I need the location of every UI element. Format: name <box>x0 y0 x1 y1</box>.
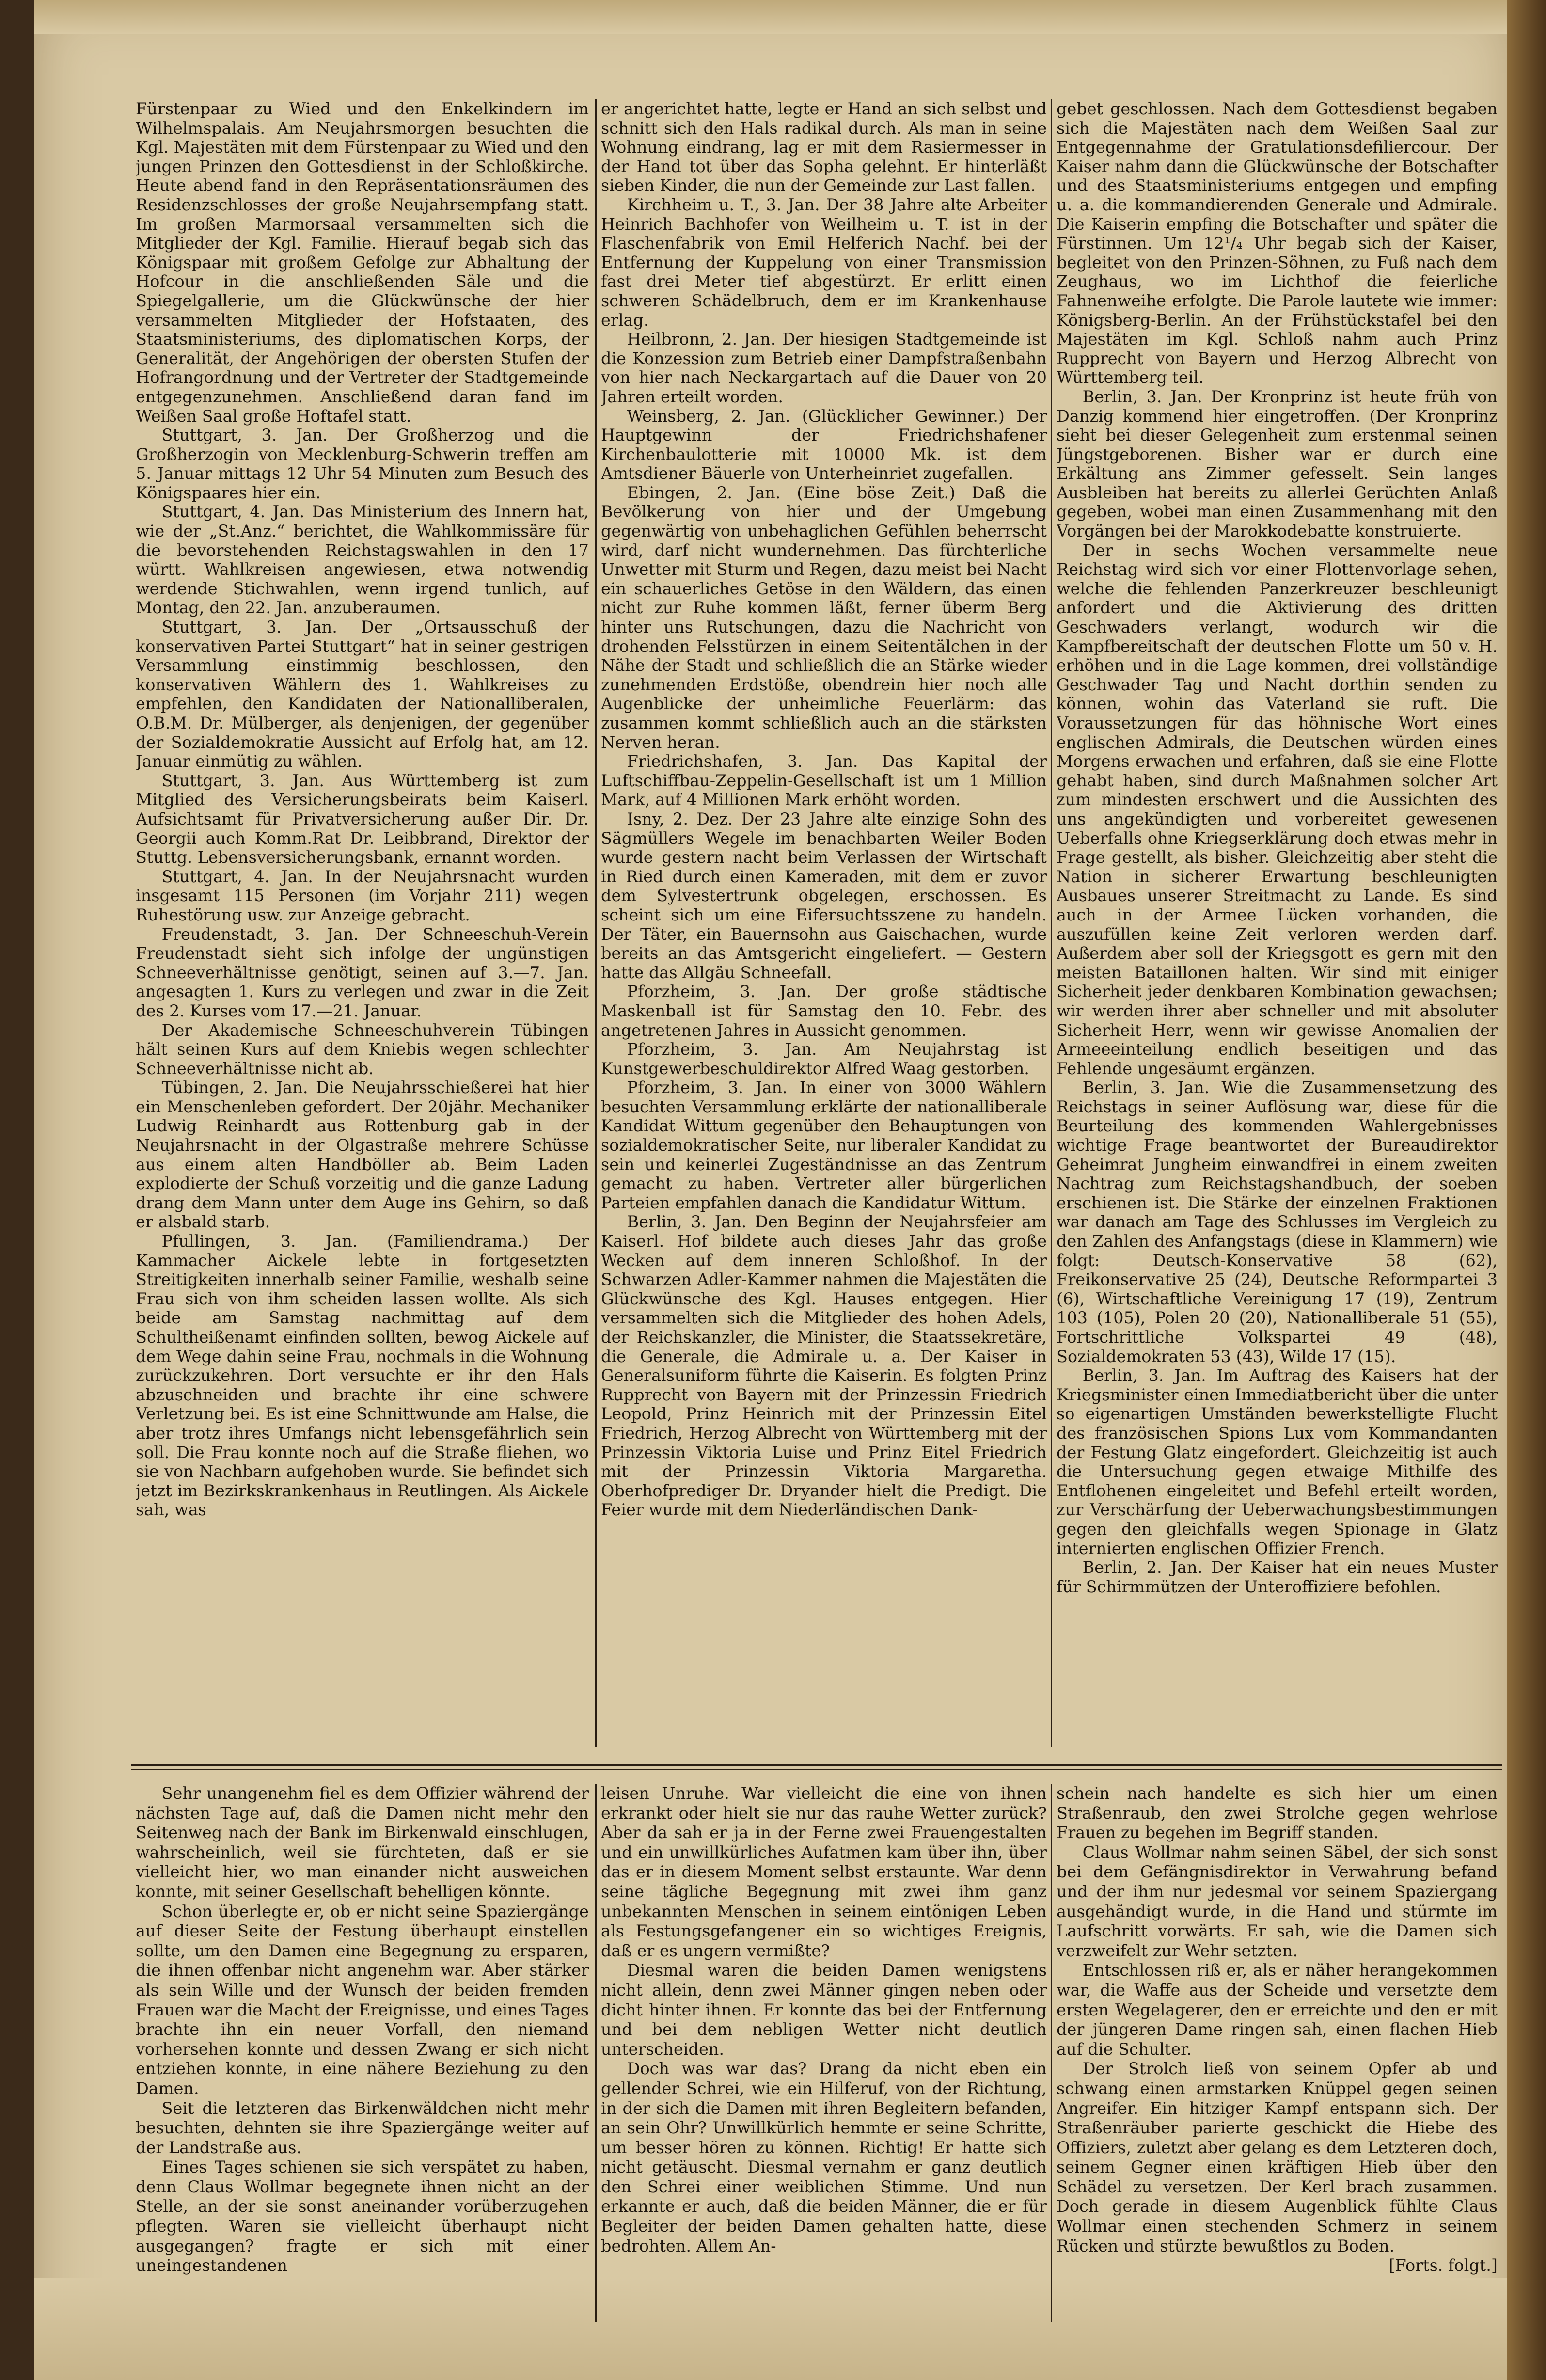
story-paragraph: Eines Tages schienen sie sich verspätet zu haben, denn Claus Wollmar begegnete ihnen nicht an der Stelle, an der sie sonst aneinander vorüberzugehen pflegten. Waren sie vielleicht überhaupt nicht ausgegangen? fragte er sich mit einer uneingestandenen <box>136 2158 589 2275</box>
news-paragraph: Stuttgart, 3. Jan. Aus Württemberg ist zum Mitglied des Versicherungsbeirats beim Kaiserl. Aufsichtsamt für Privatversicherung außer Dir. Dr. Georgii auch Komm.Rat Dr. Leibbrand, Direktor der Stuttg. Lebensversicherungsbank, ernannt worden. <box>136 771 589 867</box>
feuilleton-divider <box>131 1764 1502 1766</box>
news-paragraph: Berlin, 3. Jan. Im Auftrag des Kaisers hat der Kriegsminister einen Immediatbericht über die unter so eigenartigen Umständen bewerkstelligte Flucht des französischen Spions Lux vom Kommandanten der Festung Glatz eingefordert. Gleichzeitig ist auch die Untersuchung gegen etwaige Mithilfe des Entflohenen eingeleitet und Befehl erteilt worden, zur Verschärfung der Ueberwachungsbestimmungen gegen den gleichfalls wegen Spionage in Glatz internierten englischen Offizier French. <box>1057 1366 1498 1558</box>
news-paragraph: Weinsberg, 2. Jan. (Glücklicher Gewinner.) Der Hauptgewinn der Friedrichshafener Kirchenbaulotterie mit 10000 Mk. ist dem Amtsdiener Bäuerle von Unterheinriet zugefallen. <box>601 406 1047 483</box>
news-paragraph: Berlin, 2. Jan. Der Kaiser hat ein neues Muster für Schirmmützen der Unteroffiziere befohlen. <box>1057 1558 1498 1596</box>
news-column-1 <box>136 99 589 1747</box>
news-column-2 <box>601 99 1047 1747</box>
news-paragraph: Friedrichshafen, 3. Jan. Das Kapital der Luftschiffbau-Zeppelin-Gesellschaft ist um 1 Million Mark, auf 4 Millionen Mark erhöht worden. <box>601 752 1047 809</box>
feuilleton-column-2 <box>601 1784 1047 2327</box>
continuation-note: [Forts. folgt.] <box>1388 2256 1498 2275</box>
news-paragraph: Pforzheim, 3. Jan. Am Neujahrstag ist Kunstgewerbeschuldirektor Alfred Waag gestorben. <box>601 1040 1047 1078</box>
column-divider <box>595 1784 597 2322</box>
story-paragraph: Doch was war das? Drang da nicht eben ein gellender Schrei, wie ein Hilferuf, von der Richtung, in der sich die Damen mit ihren Begleitern befanden, an sein Ohr? Unwillkürlich hemmte er seine Schritte, um besser hören zu können. Richtig! Er hatte sich nicht getäuscht. Diesmal vernahm er ganz deutlich den Schrei einer weiblichen Stimme. Und nun erkannte er auch, daß die beiden Männer, die er für Begleiter der beiden Damen gehalten hatte, diese bedrohten. Allem An- <box>601 2059 1047 2255</box>
page-right-edge <box>1507 0 1546 2380</box>
story-paragraph: Claus Wollmar nahm seinen Säbel, der sich sonst bei dem Gefängnisdirektor in Verwahrung befand und der ihm nur jedesmal vor seinem Spaziergang ausgehändigt wurde, in die Hand und stürmte im Laufschritt vorwärts. Er sah, wie die Damen sich verzweifelt zur Wehr setzten. <box>1057 1842 1498 1960</box>
news-paragraph: Stuttgart, 3. Jan. Der Großherzog und die Großherzogin von Mecklenburg-Schwerin treffen am 5. Januar mittags 12 Uhr 54 Minuten zum Besuch des Königspaares hier ein. <box>136 426 589 502</box>
story-paragraph: leisen Unruhe. War vielleicht die eine von ihnen erkrankt oder hielt sie nur das rauhe Wetter zurück? Aber da sah er ja in der Ferne zwei Frauengestalten und ein unwillkürliches Aufatmen kam über ihn, über das er in diesem Moment selbst erstaunte. War denn seine tägliche Begegnung mit zwei ihm ganz unbekannten Menschen in seinem eintönigen Leben als Festungsgefangener ein so wichtiges Ereignis, daß er es ungern vermißte? <box>601 1784 1047 1960</box>
page-top-edge <box>34 0 1517 34</box>
news-column-3 <box>1057 99 1498 1747</box>
column-divider <box>1051 99 1052 1747</box>
news-paragraph: Pforzheim, 3. Jan. Der große städtische Maskenball ist für Samstag den 10. Febr. des angetretenen Jahres in Aussicht genommen. <box>601 982 1047 1040</box>
news-paragraph: Stuttgart, 4. Jan. In der Neujahrsnacht wurden insgesamt 115 Personen (im Vorjahr 211) wegen Ruhestörung usw. zur Anzeige gebracht. <box>136 867 589 924</box>
news-paragraph: Isny, 2. Dez. Der 23 Jahre alte einzige Sohn des Sägmüllers Wegele im benachbarten Weiler Boden wurde gestern nacht beim Verlassen der Wirtschaft in Ried durch einen Kameraden, mit dem er zuvor dem Sylvestertrunk obgelegen, erschossen. Es scheint sich um eine Eifersuchtsszene zu handeln. Der Täter, ein Bauernsohn aus Gaischachen, wurde bereits an das Amtsgericht eingeliefert. — Gestern hatte das Allgäu Schneefall. <box>601 809 1047 982</box>
news-paragraph: Freudenstadt, 3. Jan. Der Schneeschuh-Verein Freudenstadt sieht sich infolge der ungünstigen Schneeverhältnisse genötigt, seinen auf 3.—7. Jan. angesagten 1. Kurs zu verlegen und zwar in die Zeit des 2. Kurses vom 17.—21. Januar. <box>136 924 589 1020</box>
news-paragraph: Kirchheim u. T., 3. Jan. Der 38 Jahre alte Arbeiter Heinrich Bachhofer von Weilheim u. T. ist in der Flaschenfabrik von Emil Helferich Nachf. bei der Entfernung der Kuppelung von einer Transmission fast drei Meter tief abgestürzt. Er erlitt einen schweren Schädelbruch, dem er im Krankenhause erlag. <box>601 195 1047 330</box>
news-paragraph: Ebingen, 2. Jan. (Eine böse Zeit.) Daß die Bevölkerung von hier und der Umgebung gegenwärtig von unbehaglichen Gefühlen beherrscht wird, darf nicht wundernehmen. Das fürchterliche Unwetter mit Sturm und Regen, dazu meist bei Nacht ein schauerliches Getöse in den Wäldern, das einen nicht zur Ruhe kommen läßt, ferner überm Berg hinter uns Rutschungen, dazu die Nachricht von drohenden Felsstürzen in einem Seitentälchen in der Nähe der Stadt und schließlich die an Stärke wieder zunehmenden Erdstöße, obendrein hier noch alle Augenblicke der unheimliche Feuerlärm: das zusammen kommt schließlich auch an die stärksten Nerven heran. <box>601 483 1047 752</box>
story-paragraph: Diesmal waren die beiden Damen wenigstens nicht allein, denn zwei Männer gingen neben oder dicht hinter ihnen. Er konnte das bei der Entfernung und bei dem nebligen Wetter nicht deutlich unterscheiden. <box>601 1961 1047 2059</box>
column-divider <box>595 99 597 1747</box>
story-paragraph: schein nach handelte es sich hier um einen Straßenraub, den zwei Strolche gegen wehrlose Frauen zu begehen im Begriff standen. <box>1057 1784 1498 1842</box>
news-paragraph: gebet geschlossen. Nach dem Gottesdienst begaben sich die Majestäten nach dem Weißen Saal zur Entgegennahme der Gratulationsdefiliercour. Der Kaiser nahm dann die Glückwünsche der Botschafter und des Staatsministeriums entgegen und empfing u. a. die kommandierenden Generale und Admirale. Die Kaiserin empfing die Botschafter und später die Fürstinnen. Um 12¹/₄ Uhr begab sich der Kaiser, begleitet von den Prinzen-Söhnen, zu Fuß nach dem Zeughaus, wo im Lichthof die feierliche Fahnenweihe erfolgte. Die Parole lautete wie immer: Königsberg-Berlin. An der Frühstückstafel bei den Majestäten im Kgl. Schloß nahm auch Prinz Rupprecht von Bayern und Herzog Albrecht von Württemberg teil. <box>1057 99 1498 387</box>
news-paragraph: Der in sechs Wochen versammelte neue Reichstag wird sich vor einer Flottenvorlage sehen, welche die fehlenden Panzerkreuzer beschleunigt anfordert und die Aktivierung des dritten Geschwaders verlangt, wodurch wir die Kampfbereitschaft der deutschen Flotte um 50 v. H. erhöhen und in die Lage kommen, drei vollständige Geschwader Tag und Nacht dorthin senden zu können, wohin das Vaterland sie ruft. Die Voraussetzungen für das höhnische Wort eines englischen Admirals, die Deutschen würden eines Morgens erwachen und erfahren, daß sie eine Flotte gehabt haben, sind durch Maßnahmen solcher Art zum mindesten erschwert und die Aussichten des uns angekündigten und vorbereitet gewesenen Ueberfalls ohne Kriegserklärung doch etwas mehr in Frage gestellt, als bisher. Gleichzeitig aber steht die Nation in sicherer Erwartung beschleunigten Ausbaues unserer Streitmacht zu Lande. Es sind auch in der Armee Lücken vorhanden, die auszufüllen keine Zeit verloren werden darf. Außerdem aber soll der Kriegsgott es gern mit den meisten Bataillonen halten. Wir sind mit einiger Sicherheit jeder denkbaren Kombination gewachsen; wir werden ihrer aber schneller und mit absoluter Sicherheit Herr, wenn wir gewisse Anomalien der Armeeeinteilung endlich beseitigen und das Fehlende ungesäumt ergänzen. <box>1057 540 1498 1078</box>
news-paragraph: Heilbronn, 2. Jan. Der hiesigen Stadtgemeinde ist die Konzession zum Betrieb einer Dampfstraßenbahn von hier nach Neckargartach auf die Dauer von 20 Jahren erteilt worden. <box>601 330 1047 406</box>
news-paragraph: Pfullingen, 3. Jan. (Familiendrama.) Der Kammacher Aickele lebte in fortgesetzten Streitigkeiten innerhalb seiner Familie, weshalb seine Frau sich von ihm scheiden lassen wollte. Als sich beide am Samstag nachmittag auf dem Schultheißenamt einfinden sollten, bewog Aickele auf dem Wege dahin seine Frau, nochmals in die Wohnung zurückzukehren. Dort versuchte er ihr den Hals abzuschneiden und brachte ihr eine schwere Verletzung bei. Es ist eine Schnittwunde am Halse, die aber trotz ihres Umfangs nicht lebensgefährlich sein soll. Die Frau konnte noch auf die Straße fliehen, wo sie von Nachbarn aufgehoben wurde. Sie befindet sich jetzt im Bezirkskrankenhaus in Reutlingen. Als Aickele sah, was <box>136 1232 589 1520</box>
story-paragraph: Der Strolch ließ von seinem Opfer ab und schwang einen armstarken Knüppel gegen seinen Angreifer. Ein hitziger Kampf entspann sich. Der Straßenräuber parierte geschickt die Hiebe des Offiziers, zuletzt aber gelang es dem Letzteren doch, seinem Gegner einen kräftigen Hieb über den Schädel zu versetzen. Der Kerl brach zusammen. Doch gerade in diesem Augenblick fühlte Claus Wollmar einen stechenden Schmerz in seinem Rücken und stürzte bewußtlos zu Boden. <box>1057 2059 1498 2255</box>
news-paragraph: Tübingen, 2. Jan. Die Neujahrsschießerei hat hier ein Menschenleben gefordert. Der 20jähr. Mechaniker Ludwig Reinhardt aus Rottenburg gab in der Neujahrsnacht in der Olgastraße mehrere Schüsse aus einem alten Handböller ab. Beim Laden explodierte der Schuß vorzeitig und die ganze Ladung drang dem Mann unter dem Auge ins Gehirn, so daß er alsbald starb. <box>136 1078 589 1232</box>
feuilleton-column-1 <box>136 1784 589 2327</box>
feuilleton-divider-thin <box>131 1769 1502 1770</box>
story-paragraph: Seit die letzteren das Birkenwäldchen nicht mehr besuchten, dehnten sie ihre Spaziergänge weiter auf der Landstraße aus. <box>136 2098 589 2157</box>
news-paragraph: Fürstenpaar zu Wied und den Enkelkindern im Wilhelmspalais. Am Neujahrsmorgen besuchten die Kgl. Majestäten mit dem Fürstenpaar zu Wied und den jungen Prinzen den Gottesdienst in der Schloßkirche. Heute abend fand in den Repräsentationsräumen des Residenzschlosses der große Neujahrsempfang statt. Im großen Marmorsaal versammelten sich die Mitglieder der Kgl. Familie. Hierauf begab sich das Königspaar mit großem Gefolge zur Abhaltung der Hofcour in die anschließenden Säle und die Spiegelgallerie, um die Glückwünsche der hier versammelten Mitglieder der Hofstaaten, des Staatsministeriums, des diplomatischen Korps, der Generalität, der Angehörigen der obersten Stufen der Hofrangordnung und der Vertreter der Stadtgemeinde entgegenzunehmen. Anschließend daran fand im Weißen Saal große Hoftafel statt. <box>136 99 589 426</box>
story-paragraph: Schon überlegte er, ob er nicht seine Spaziergänge auf dieser Seite der Festung überhaupt einstellen sollte, um den Damen eine Begegnung zu ersparen, die ihnen offenbar nicht angenehm war. Aber stärker als sein Wille und der Wunsch der beiden fremden Frauen war die Macht der Ereignisse, und eines Tages brachte ihn ein neuer Vorfall, den niemand vorhersehen konnte und dessen Zwang er sich nicht entziehen konnte, in eine nähere Beziehung zu den Damen. <box>136 1902 589 2098</box>
news-paragraph: Berlin, 3. Jan. Der Kronprinz ist heute früh von Danzig kommend hier eingetroffen. (Der Kronprinz sieht bei dieser Gelegenheit zum erstenmal seinen Jüngstgeborenen. Bisher war er durch eine Erkältung ans Zimmer gefesselt. Sein langes Ausbleiben hat bereits zu allerlei Gerüchten Anlaß gegeben, wobei man einen Zusammenhang mit den Vorgängen bei der Marokkodebatte konstruierte. <box>1057 387 1498 541</box>
news-paragraph: Pforzheim, 3. Jan. In einer von 3000 Wählern besuchten Versammlung erklärte der nationalliberale Kandidat Wittum gegenüber den Behauptungen von sozialdemokratischer Seite, nur liberaler Kandidat zu sein und keinerlei Zugeständnisse an das Zentrum gemacht zu haben. Vertreter aller bürgerlichen Parteien empfahlen danach die Kandidatur Wittum. <box>601 1078 1047 1212</box>
news-paragraph: Stuttgart, 3. Jan. Der „Ortsausschuß der konservativen Partei Stuttgart“ hat in seiner gestrigen Versammlung einstimmig beschlossen, den konservativen Wählern des 1. Wahlkreises zu empfehlen, den Kandidaten der Nationalliberalen, O.B.M. Dr. Mülberger, als denjenigen, der gegenüber der Sozialdemokratie Aussicht auf Erfolg hat, am 12. Januar einmütig zu wählen. <box>136 618 589 771</box>
column-divider <box>1051 1784 1052 2322</box>
news-paragraph: Der Akademische Schneeschuhverein Tübingen hält seinen Kurs auf dem Kniebis wegen schlechter Schneeverhältnisse nicht ab. <box>136 1020 589 1078</box>
story-paragraph: Entschlossen riß er, als er näher herangekommen war, die Waffe aus der Scheide und versetzte dem ersten Wegelagerer, den er erreichte und den er mit der jüngeren Dame ringen sah, einen flachen Hieb auf die Schulter. <box>1057 1961 1498 2059</box>
feuilleton-column-3 <box>1057 1784 1498 2327</box>
news-paragraph: Berlin, 3. Jan. Den Beginn der Neujahrsfeier am Kaiserl. Hof bildete auch dieses Jahr das große Wecken auf dem inneren Schloßhof. In der Schwarzen Adler-Kammer nahmen die Majestäten die Glückwünsche des Kgl. Hauses entgegen. Hier versammelten sich die Mitglieder des hohen Adels, der Reichskanzler, die Minister, die Staatssekretäre, die Generale, die Admirale u. a. Der Kaiser in Generalsuniform führte die Kaiserin. Es folgten Prinz Rupprecht von Bayern mit der Prinzessin Friedrich Leopold, Prinz Heinrich mit der Prinzessin Eitel Friedrich, Herzog Albrecht von Württemberg mit der Prinzessin Viktoria Luise und Prinz Eitel Friedrich mit der Prinzessin Viktoria Margaretha. Oberhofprediger Dr. Dryander hielt die Predigt. Die Feier wurde mit dem Niederländischen Dank- <box>601 1212 1047 1520</box>
news-paragraph: Stuttgart, 4. Jan. Das Ministerium des Innern hat, wie der „St.Anz.“ berichtet, die Wahlkommissäre für die bevorstehenden Reichstagswahlen in den 17 württ. Wahlkreisen angewiesen, etwa notwendig werdende Stichwahlen, wenn irgend tunlich, auf Montag, den 22. Jan. anzuberaumen. <box>136 502 589 618</box>
news-paragraph: Berlin, 3. Jan. Wie die Zusammensetzung des Reichstags in seiner Auflösung war, diese für die Beurteilung des kommenden Wahlergebnisses wichtige Frage beantwortet der Bureaudirektor Geheimrat Jungheim einwandfrei in einem zweiten Nachtrag zum Reichstagshandbuch, der soeben erschienen ist. Die Stärke der einzelnen Fraktionen war danach am Tage des Schlusses im Vergleich zu den Zahlen des Anfangstags (diese in Klammern) wie folgt: Deutsch-Konservative 58 (62), Freikonservative 25 (24), Deutsche Reformpartei 3 (6), Wirtschaftliche Vereinigung 17 (19), Zentrum 103 (105), Polen 20 (20), Nationalliberale 51 (55), Fortschrittliche Volkspartei 49 (48), Sozialdemokraten 53 (43), Wilde 17 (15). <box>1057 1078 1498 1366</box>
story-paragraph: Sehr unangenehm fiel es dem Offizier während der nächsten Tage auf, daß die Damen nicht mehr den Seitenweg nach der Bank im Birkenwald einschlugen, wahrscheinlich, weil sie fürchteten, daß er sie vielleicht hier, wo man einander nicht ausweichen konnte, mit seiner Gesellschaft behelligen könnte. <box>136 1784 589 1901</box>
news-paragraph: er angerichtet hatte, legte er Hand an sich selbst und schnitt sich den Hals radikal durch. Als man in seine Wohnung eindrang, lag er mit dem Rasiermesser in der Hand tot über das Sopha gelehnt. Er hinterläßt sieben Kinder, die nun der Gemeinde zur Last fallen. <box>601 99 1047 195</box>
